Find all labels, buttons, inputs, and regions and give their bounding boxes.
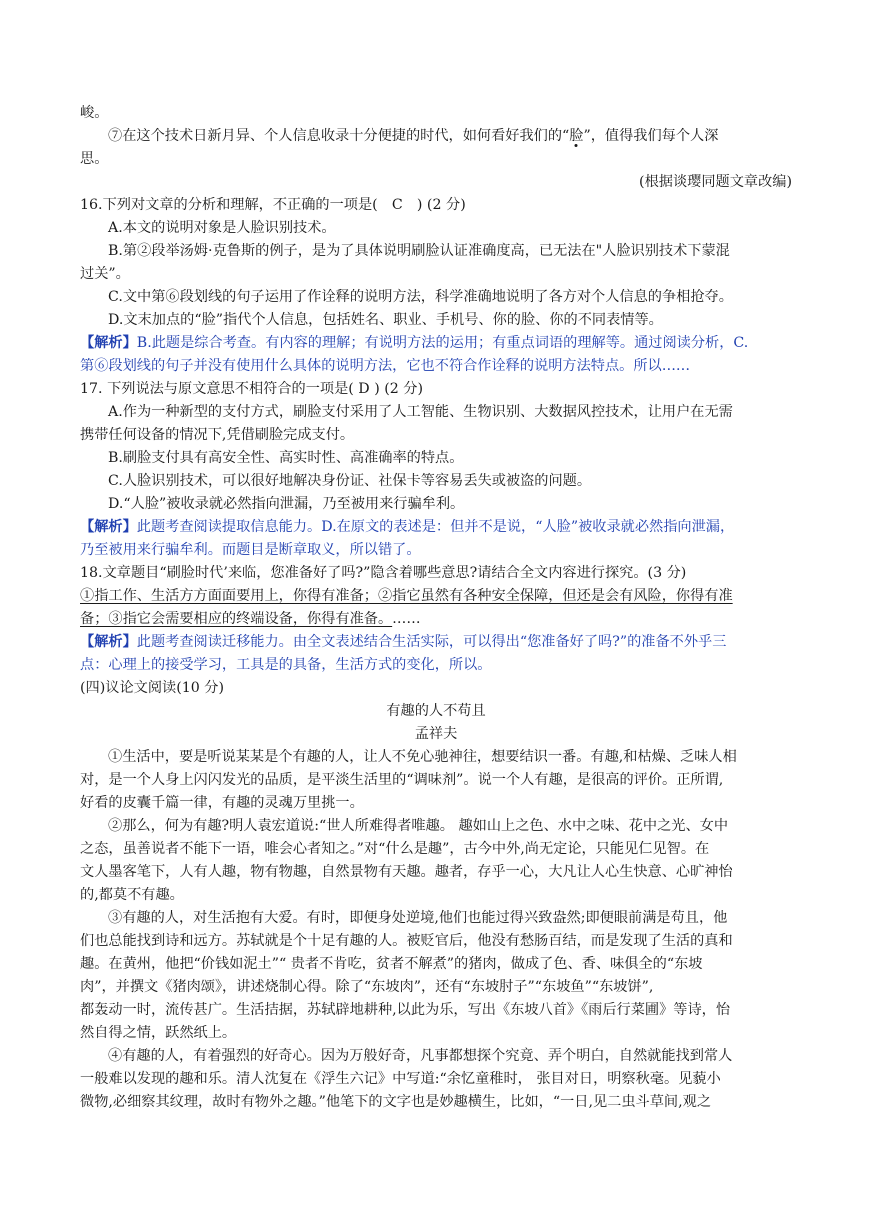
paragraph-3-cont: 都轰动一时，流传甚广。生活拮据，苏轼辟地耕种,以此为乐，写出《东坡八首》《雨后行菜圃》等诗，怡 xyxy=(80,1002,731,1018)
analysis-18 xyxy=(80,631,792,654)
answer-18 xyxy=(80,585,792,608)
analysis-17 xyxy=(80,516,792,539)
analysis-16-cont: 第⑥段划线的句子并没有使用什么具体的说明方法，它也不符合作诠释的说明方法特点。所以…… xyxy=(80,358,691,374)
option-b: B.第②段举汤姆·克鲁斯的例子，是为了具体说明刷脸认证准确度高，已无法在"人脸识别技术下蒙混 xyxy=(108,243,730,259)
paragraph-7 xyxy=(80,125,792,148)
option-d: D.文末加点的“脸”指代个人信息，包括姓名、职业、手机号、你的脸、你的不同表情等。 xyxy=(108,312,663,328)
paragraph-2-cont: 的,都莫不有趣。 xyxy=(80,887,184,903)
analysis-text: 此题考查阅读迁移能力。由全文表述结合生活实际，可以得出“您准备好了吗?”的准备不外乎三 xyxy=(136,634,727,650)
option-c: C.文中第⑥段划线的句子运用了作诠释的说明方法，科学准确地说明了各方对个人信息的争相抢夺。 xyxy=(108,289,733,305)
text-span: ⑦在这个技术日新月异、个人信息收录十分便捷的时代，如何看好我们的“ xyxy=(108,128,570,144)
option-b-cont: 过关”。 xyxy=(80,266,130,282)
paragraph-4-cont: 一般难以发现的趣和乐。清人沈复在《浮生六记》中写道:“余忆童稚时， 张目对日，明察秋毫。见藐小 xyxy=(80,1071,721,1087)
article-author: 孟祥夫 xyxy=(414,726,458,742)
option-c: C.人脸识别技术，可以很好地解决身份证、社保卡等容易丢失或被盗的问题。 xyxy=(108,473,592,489)
analysis-16 xyxy=(80,332,792,355)
analysis-tag: 【解析】 xyxy=(80,634,137,650)
paragraph-1-cont: 对，是一个人身上闪闪发光的品质，是平淡生活里的“调味剂”。说一个人有趣，是很高的评价。正所谓, xyxy=(80,772,724,788)
text-line: 思。 xyxy=(80,151,109,167)
paragraph-1-cont: 好看的皮囊千篇一律，有趣的灵魂万里挑一。 xyxy=(80,795,364,811)
paragraph-2-cont: 之态，虽善说者不能下一语，唯会心者知之。”对“什么是趣”，古今中外,尚无定论，只能见仁见智。在 xyxy=(80,841,710,857)
underlined-answer: 备；③指它会需要相应的终端设备，你得有准备。 xyxy=(80,611,393,627)
paragraph-3-cont: 然自得之情，跃然纸上。 xyxy=(80,1025,237,1041)
paragraph-2: ②那么，何为有趣?明人袁宏道说:“世人所难得者唯趣。 趣如山上之色、水中之味、花中之光、女中 xyxy=(108,818,729,834)
option-a-cont: 携带任何设备的情况下,凭借刷脸完成支付。 xyxy=(80,427,355,443)
paragraph-2-cont: 文人墨客笔下，人有人趣，物有物趣，自然景物有天趣。趣者，存乎一心，大凡让人心生快意、心旷神怡 xyxy=(80,864,733,880)
paragraph-4-cont: 微物,必细察其纹理，故时有物外之趣。”他笔下的文字也是妙趣横生，比如，“一日,见二虫斗草间,观之 xyxy=(80,1094,712,1110)
paragraph-4: ④有趣的人，有着强烈的好奇心。因为万般好奇，凡事都想探个究竟、弄个明白，自然就能找到常人 xyxy=(108,1048,733,1064)
text-span: ”，值得我们每个人深 xyxy=(583,128,719,144)
paragraph-1: ①生活中，要是听说某某是个有趣的人，让人不免心驰神往，想要结识一番。有趣,和枯燥、乏味人相 xyxy=(108,749,737,765)
section-heading: (四)议论文阅读(10 分) xyxy=(80,680,225,696)
source-note: (根据谈璎同题文章改编) xyxy=(639,174,792,190)
question-18: 18.文章题目“刷脸时代’来临，您准备好了吗?”隐含着哪些意思?请结合全文内容进行探究。(3 分) xyxy=(80,565,687,581)
analysis-18-cont: 点：心理上的接受学习，工具是的具备，生活方式的变化，所以。 xyxy=(80,657,492,673)
option-d: D.“人脸”被收录就必然指向泄漏，乃至被用来行骗牟利。 xyxy=(108,496,465,512)
option-a: A.作为一种新型的支付方式，刷脸支付采用了人工智能、生物识别、大数据风控技术，让用户在无需 xyxy=(108,404,733,420)
text-span: …… xyxy=(392,611,421,627)
paragraph-3-cont: 趣。在黄州，他把“价钱如泥土”“ 贵者不肯吃，贫者不解煮”的猪肉，做成了色、香、味俱全的“东坡 xyxy=(80,956,703,972)
paragraph-3-cont: 们也总能找到诗和远方。苏轼就是个十足有趣的人。被贬官后，他没有愁肠百结，而是发现了生活的真和 xyxy=(80,933,733,949)
paragraph-3-cont: 肉”，并撰文《猪肉颂》，讲述烧制心得。除了“东坡肉”，还有“东坡肘子”“东坡鱼”“东坡饼”, xyxy=(80,979,654,995)
analysis-text: B.此题是综合考查。有内容的理解；有说明方法的运用；有重点词语的理解等。通过阅读分析，C. xyxy=(136,335,749,351)
analysis-tag: 【解析】 xyxy=(80,335,137,351)
article-title: 有趣的人不苟且 xyxy=(386,703,486,719)
question-17: 17. 下列说法与原文意思不相符合的一项是( D ) (2 分) xyxy=(80,381,424,397)
analysis-17-cont: 乃至被用来行骗牟利。而题目是断章取义，所以错了。 xyxy=(80,542,421,558)
analysis-tag: 【解析】 xyxy=(80,519,137,535)
option-b: B.刷脸支付具有高安全性、高实时性、高准确率的特点。 xyxy=(108,450,464,466)
analysis-text: 此题考查阅读提取信息能力。D.在原文的表述是：但并不是说，“人脸”被收录就必然指向泄漏， xyxy=(136,519,735,535)
paragraph-3: ③有趣的人，对生活抱有大爱。有时，即便身处逆境,他们也能过得兴致盎然;即便眼前满是苟且，他 xyxy=(108,910,728,926)
emphasis-dotted-word: 脸 xyxy=(569,128,584,144)
question-16: 16.下列对文章的分析和理解，不正确的一项是( C ) (2 分) xyxy=(80,197,466,213)
option-a: A.本文的说明对象是人脸识别技术。 xyxy=(108,220,336,236)
underlined-answer: ①指工作、生活方方面面要用上，你得有准备；②指它虽然有各种安全保障，但还是会有风险，你得有准 xyxy=(80,588,733,604)
document-page xyxy=(80,102,792,1114)
text-line: 峻。 xyxy=(80,105,109,121)
answer-18-cont xyxy=(80,608,792,631)
